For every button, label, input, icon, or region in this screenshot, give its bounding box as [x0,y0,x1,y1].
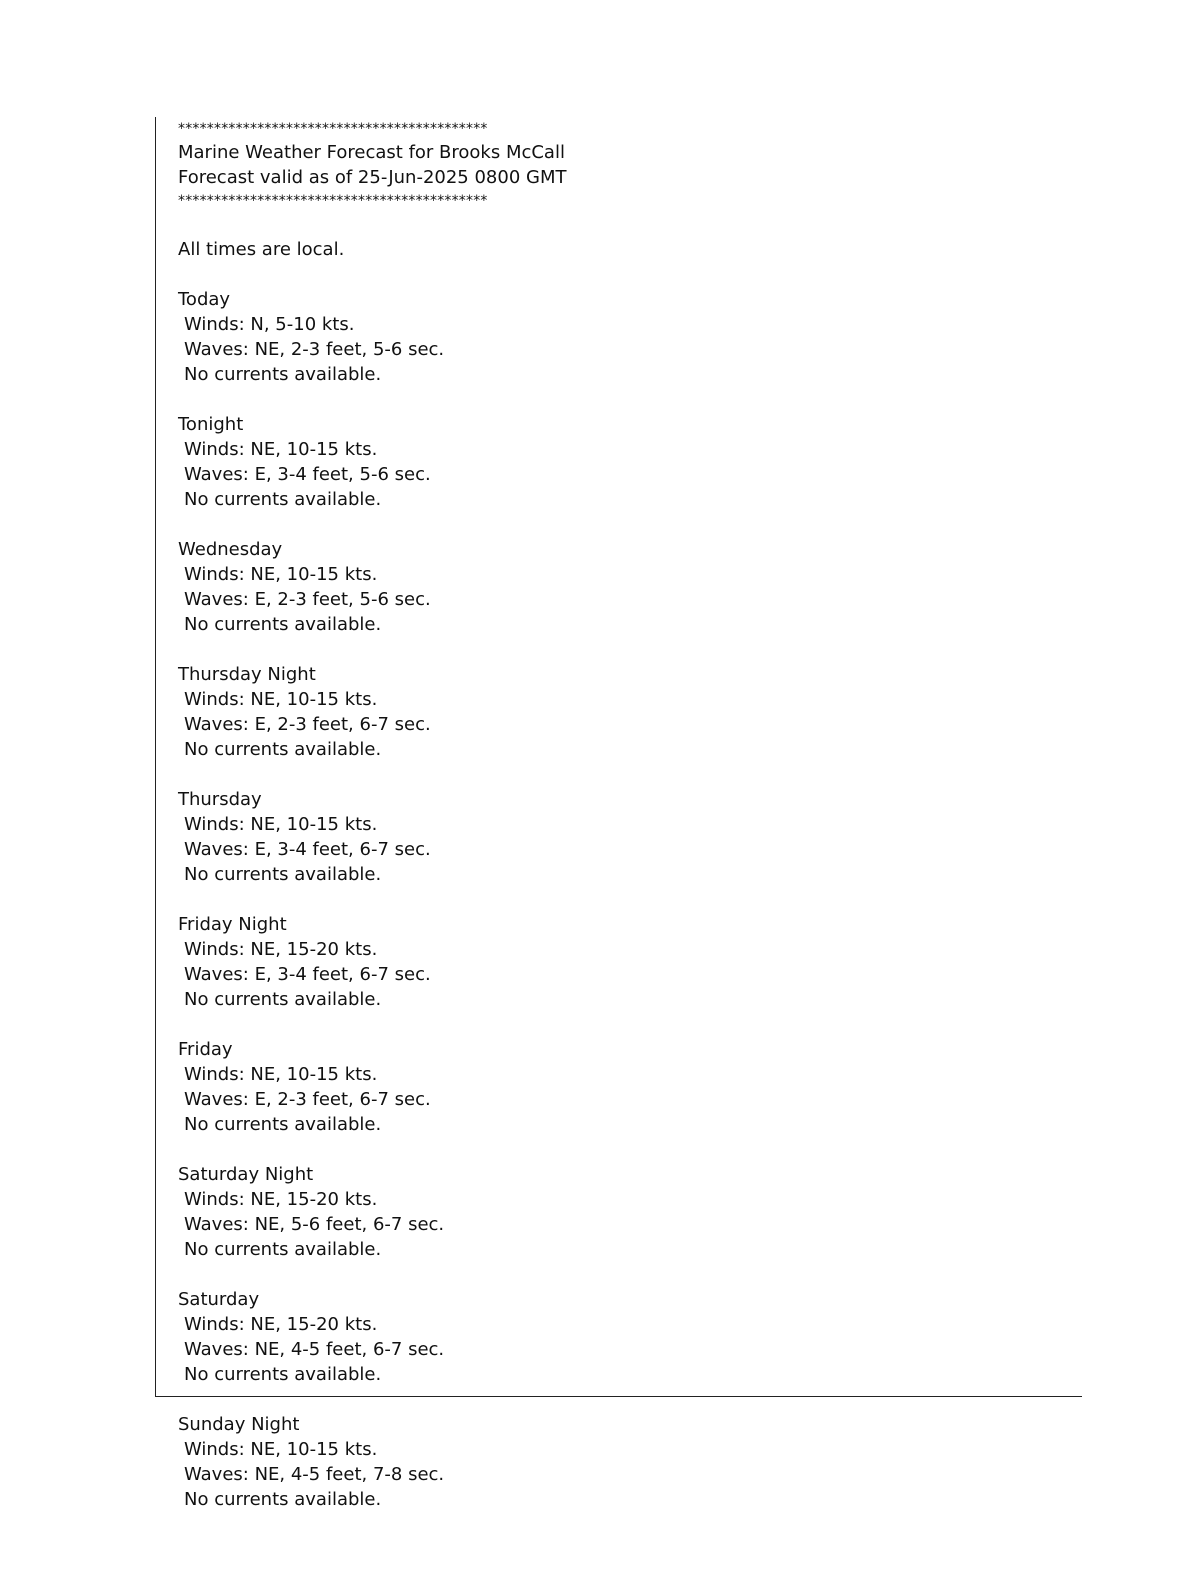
forecast-period [178,1287,1058,1387]
forecast-period [178,1037,1058,1162]
forecast-period [178,1412,1058,1512]
forecast-valid-time: Forecast valid as of 25-Jun-2025 0800 GMT [178,167,567,188]
forecast-text-block [178,118,1058,1387]
period-name: Saturday [178,1289,260,1310]
forecast-period [178,787,1058,912]
period-name: Wednesday [178,539,283,560]
forecast-period [178,537,1058,662]
spacer [178,1012,1058,1037]
period-winds: Winds: NE, 10-15 kts. [184,814,378,835]
period-waves: Waves: NE, 4-5 feet, 6-7 sec. [184,1339,445,1360]
period-waves: Waves: E, 2-3 feet, 6-7 sec. [184,714,431,735]
period-winds: Winds: NE, 15-20 kts. [184,1189,378,1210]
period-currents: No currents available. [184,1239,382,1260]
spacer [178,387,1058,412]
period-waves: Waves: NE, 2-3 feet, 5-6 sec. [184,339,445,360]
period-name: Today [178,289,231,310]
period-currents: No currents available. [184,364,382,385]
period-winds: Winds: NE, 10-15 kts. [184,689,378,710]
period-name: Friday Night [178,914,287,935]
header-stars-bottom: ******************************************* [178,193,488,209]
period-waves: Waves: E, 3-4 feet, 6-7 sec. [184,839,431,860]
period-waves: Waves: NE, 5-6 feet, 6-7 sec. [184,1214,445,1235]
spacer [178,1262,1058,1287]
period-currents: No currents available. [184,614,382,635]
spacer [178,512,1058,537]
period-currents: No currents available. [184,864,382,885]
forecast-period [178,287,1058,412]
period-name: Thursday Night [178,664,316,685]
period-name: Tonight [178,414,244,435]
period-currents: No currents available. [184,489,382,510]
forecast-period [178,412,1058,537]
period-name: Saturday Night [178,1164,314,1185]
period-currents: No currents available. [184,989,382,1010]
forecast-period [178,1162,1058,1287]
forecast-period-list [178,287,1058,1387]
bottom-border-line [155,1396,1082,1397]
period-name: Friday [178,1039,233,1060]
period-waves: Waves: NE, 4-5 feet, 7-8 sec. [184,1464,445,1485]
forecast-period-list-continued [178,1412,1058,1512]
spacer [178,887,1058,912]
period-currents: No currents available. [184,1364,382,1385]
period-winds: Winds: NE, 10-15 kts. [184,1439,378,1460]
period-currents: No currents available. [184,739,382,760]
spacer [178,637,1058,662]
period-currents: No currents available. [184,1114,382,1135]
forecast-period [178,662,1058,787]
time-note: All times are local. [178,239,345,260]
period-name: Sunday Night [178,1414,300,1435]
period-winds: Winds: NE, 10-15 kts. [184,439,378,460]
spacer [178,1137,1058,1162]
period-winds: Winds: NE, 15-20 kts. [184,1314,378,1335]
forecast-period [178,912,1058,1037]
period-winds: Winds: NE, 15-20 kts. [184,939,378,960]
left-border-line [155,117,156,1397]
period-winds: Winds: NE, 10-15 kts. [184,1064,378,1085]
period-currents: No currents available. [184,1489,382,1510]
period-winds: Winds: N, 5-10 kts. [184,314,355,335]
period-waves: Waves: E, 3-4 feet, 5-6 sec. [184,464,431,485]
spacer [178,262,1058,287]
header-stars-top: ******************************************* [178,121,488,137]
period-name: Thursday [178,789,262,810]
period-waves: Waves: E, 3-4 feet, 6-7 sec. [184,964,431,985]
spacer [178,212,1058,237]
spacer [178,762,1058,787]
period-winds: Winds: NE, 10-15 kts. [184,564,378,585]
forecast-title: Marine Weather Forecast for Brooks McCall [178,142,565,163]
period-waves: Waves: E, 2-3 feet, 5-6 sec. [184,589,431,610]
period-waves: Waves: E, 2-3 feet, 6-7 sec. [184,1089,431,1110]
